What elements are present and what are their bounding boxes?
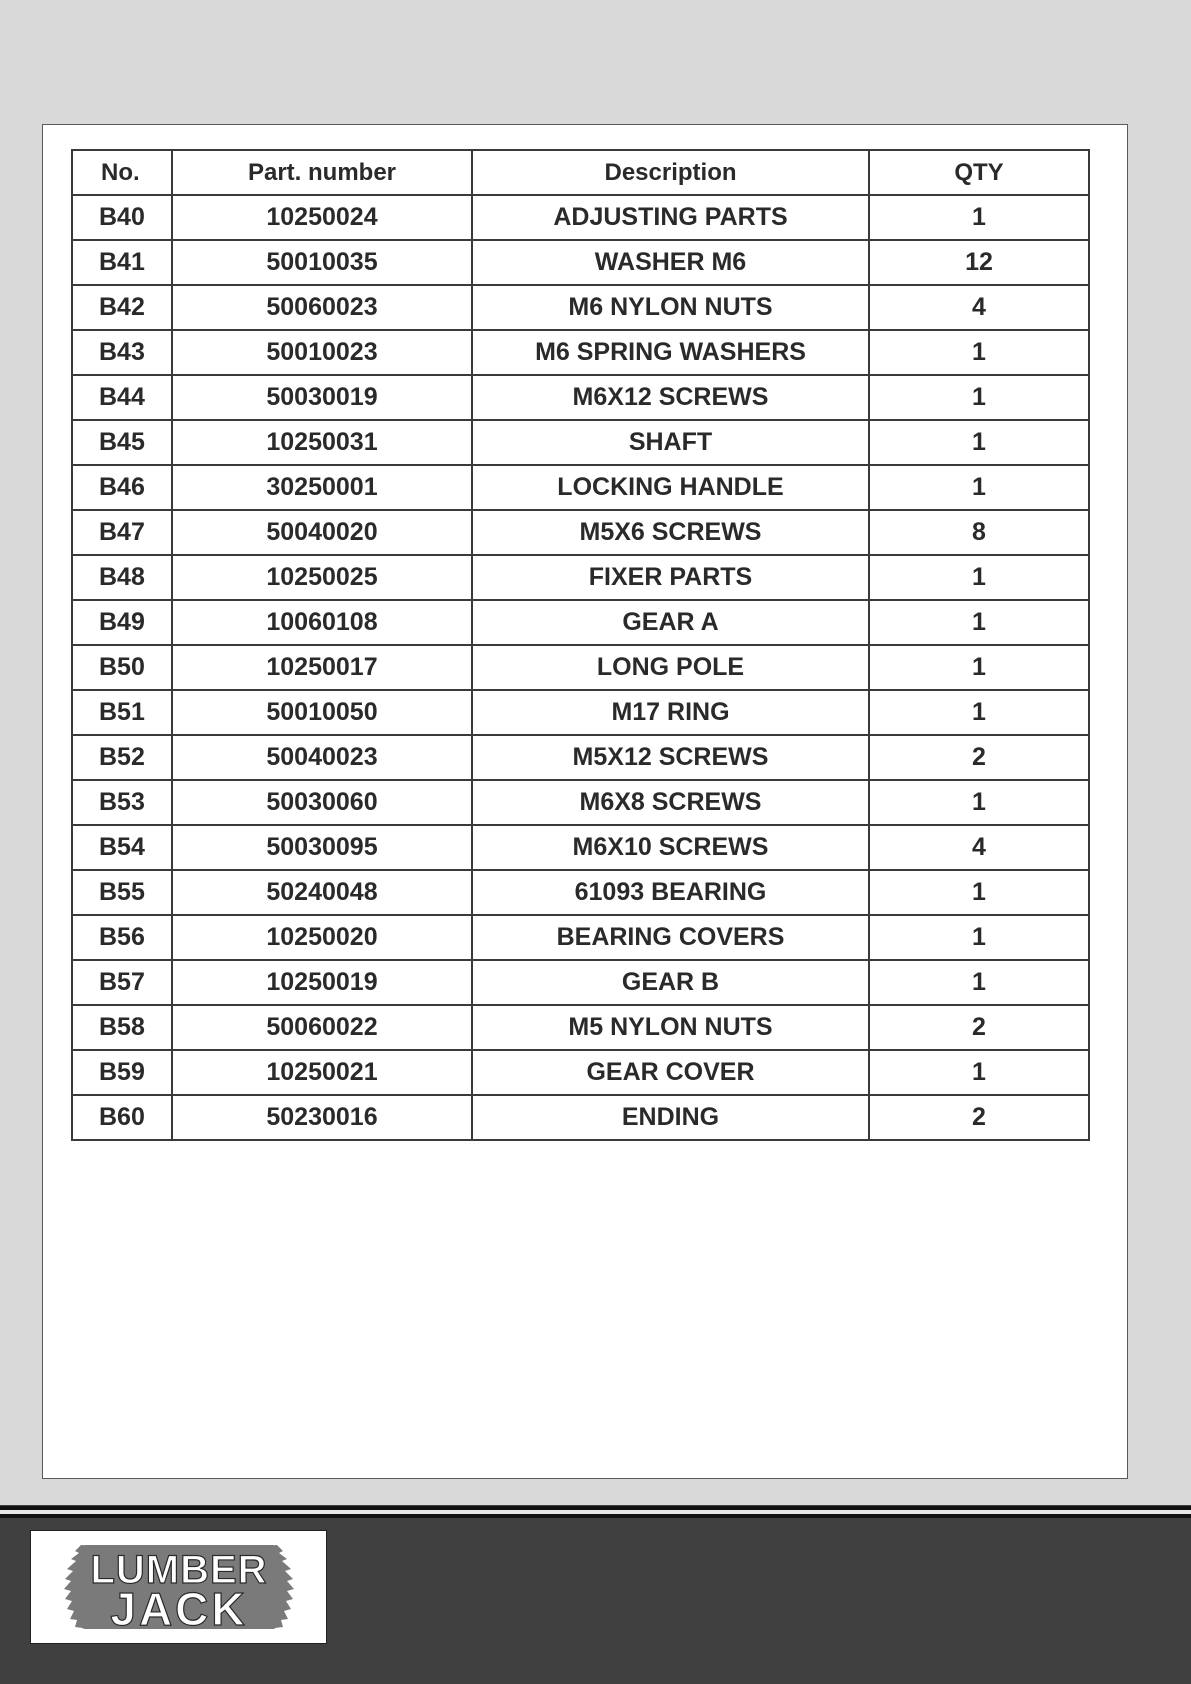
cell-part-number: 50060023 [172, 285, 472, 330]
cell-no: B44 [72, 375, 172, 420]
table-row [72, 780, 1089, 825]
cell-no: B59 [72, 1050, 172, 1095]
cell-part-number: 10250019 [172, 960, 472, 1005]
cell-qty: 1 [869, 870, 1089, 915]
cell-no: B41 [72, 240, 172, 285]
table-row [72, 690, 1089, 735]
cell-part-number: 50010035 [172, 240, 472, 285]
cell-no: B60 [72, 1095, 172, 1140]
cell-qty: 2 [869, 1095, 1089, 1140]
table-row [72, 285, 1089, 330]
cell-part-number: 10250020 [172, 915, 472, 960]
cell-description: M17 RING [472, 690, 869, 735]
table-row [72, 465, 1089, 510]
document-page [42, 124, 1128, 1479]
table-row [72, 510, 1089, 555]
table-row [72, 330, 1089, 375]
cell-description: M5 NYLON NUTS [472, 1005, 869, 1050]
table-row [72, 1095, 1089, 1140]
cell-qty: 4 [869, 825, 1089, 870]
table-row [72, 240, 1089, 285]
table-row [72, 375, 1089, 420]
cell-description: WASHER M6 [472, 240, 869, 285]
cell-no: B47 [72, 510, 172, 555]
cell-no: B58 [72, 1005, 172, 1050]
table-header-row [72, 150, 1089, 195]
cell-no: B52 [72, 735, 172, 780]
table-row [72, 555, 1089, 600]
cell-qty: 1 [869, 195, 1089, 240]
cell-part-number: 10250025 [172, 555, 472, 600]
header-description: Description [472, 150, 869, 195]
cell-qty: 1 [869, 780, 1089, 825]
header-qty: QTY [869, 150, 1089, 195]
cell-qty: 1 [869, 600, 1089, 645]
lumberjack-logo [30, 1530, 327, 1644]
cell-qty: 1 [869, 690, 1089, 735]
cell-description: GEAR B [472, 960, 869, 1005]
cell-description: LONG POLE [472, 645, 869, 690]
cell-qty: 8 [869, 510, 1089, 555]
cell-description: M6 SPRING WASHERS [472, 330, 869, 375]
cell-qty: 12 [869, 240, 1089, 285]
cell-description: GEAR COVER [472, 1050, 869, 1095]
parts-table-body [72, 195, 1089, 1140]
cell-qty: 1 [869, 465, 1089, 510]
cell-part-number: 10250024 [172, 195, 472, 240]
table-row [72, 195, 1089, 240]
cell-part-number: 10250017 [172, 645, 472, 690]
table-row [72, 825, 1089, 870]
table-row [72, 1005, 1089, 1050]
cell-qty: 4 [869, 285, 1089, 330]
sawblade-logo-icon [31, 1531, 328, 1645]
footer-divider [0, 1514, 1191, 1518]
cell-description: ENDING [472, 1095, 869, 1140]
cell-qty: 1 [869, 1050, 1089, 1095]
cell-description: M5X6 SCREWS [472, 510, 869, 555]
cell-part-number: 50010050 [172, 690, 472, 735]
cell-no: B56 [72, 915, 172, 960]
table-row [72, 915, 1089, 960]
cell-part-number: 10250031 [172, 420, 472, 465]
cell-part-number: 50040023 [172, 735, 472, 780]
parts-table [71, 149, 1090, 1141]
table-row [72, 870, 1089, 915]
cell-description: BEARING COVERS [472, 915, 869, 960]
cell-no: B54 [72, 825, 172, 870]
table-row [72, 960, 1089, 1005]
cell-qty: 1 [869, 915, 1089, 960]
logo-text-lumber: LUMBER [90, 1548, 268, 1592]
cell-part-number: 50240048 [172, 870, 472, 915]
cell-part-number: 50030019 [172, 375, 472, 420]
cell-no: B40 [72, 195, 172, 240]
cell-description: M5X12 SCREWS [472, 735, 869, 780]
cell-description: M6X10 SCREWS [472, 825, 869, 870]
cell-no: B55 [72, 870, 172, 915]
cell-qty: 2 [869, 735, 1089, 780]
cell-qty: 1 [869, 420, 1089, 465]
cell-description: 61093 BEARING [472, 870, 869, 915]
cell-qty: 1 [869, 375, 1089, 420]
cell-part-number: 50040020 [172, 510, 472, 555]
cell-description: LOCKING HANDLE [472, 465, 869, 510]
cell-description: M6 NYLON NUTS [472, 285, 869, 330]
cell-no: B48 [72, 555, 172, 600]
cell-no: B42 [72, 285, 172, 330]
cell-no: B46 [72, 465, 172, 510]
cell-description: SHAFT [472, 420, 869, 465]
cell-qty: 2 [869, 1005, 1089, 1050]
cell-description: FIXER PARTS [472, 555, 869, 600]
cell-qty: 1 [869, 555, 1089, 600]
cell-no: B50 [72, 645, 172, 690]
cell-part-number: 50060022 [172, 1005, 472, 1050]
logo-text-jack: JACK [110, 1583, 248, 1635]
cell-part-number: 50030060 [172, 780, 472, 825]
cell-description: ADJUSTING PARTS [472, 195, 869, 240]
cell-description: M6X12 SCREWS [472, 375, 869, 420]
cell-part-number: 30250001 [172, 465, 472, 510]
cell-no: B53 [72, 780, 172, 825]
cell-no: B49 [72, 600, 172, 645]
cell-part-number: 10060108 [172, 600, 472, 645]
cell-no: B57 [72, 960, 172, 1005]
table-row [72, 600, 1089, 645]
cell-no: B45 [72, 420, 172, 465]
cell-no: B43 [72, 330, 172, 375]
cell-part-number: 50010023 [172, 330, 472, 375]
table-row [72, 420, 1089, 465]
cell-description: M6X8 SCREWS [472, 780, 869, 825]
header-part-number: Part. number [172, 150, 472, 195]
cell-qty: 1 [869, 960, 1089, 1005]
cell-description: GEAR A [472, 600, 869, 645]
header-no: No. [72, 150, 172, 195]
cell-part-number: 10250021 [172, 1050, 472, 1095]
cell-part-number: 50030095 [172, 825, 472, 870]
cell-no: B51 [72, 690, 172, 735]
table-row [72, 735, 1089, 780]
cell-qty: 1 [869, 330, 1089, 375]
cell-part-number: 50230016 [172, 1095, 472, 1140]
table-row [72, 1050, 1089, 1095]
cell-qty: 1 [869, 645, 1089, 690]
table-row [72, 645, 1089, 690]
